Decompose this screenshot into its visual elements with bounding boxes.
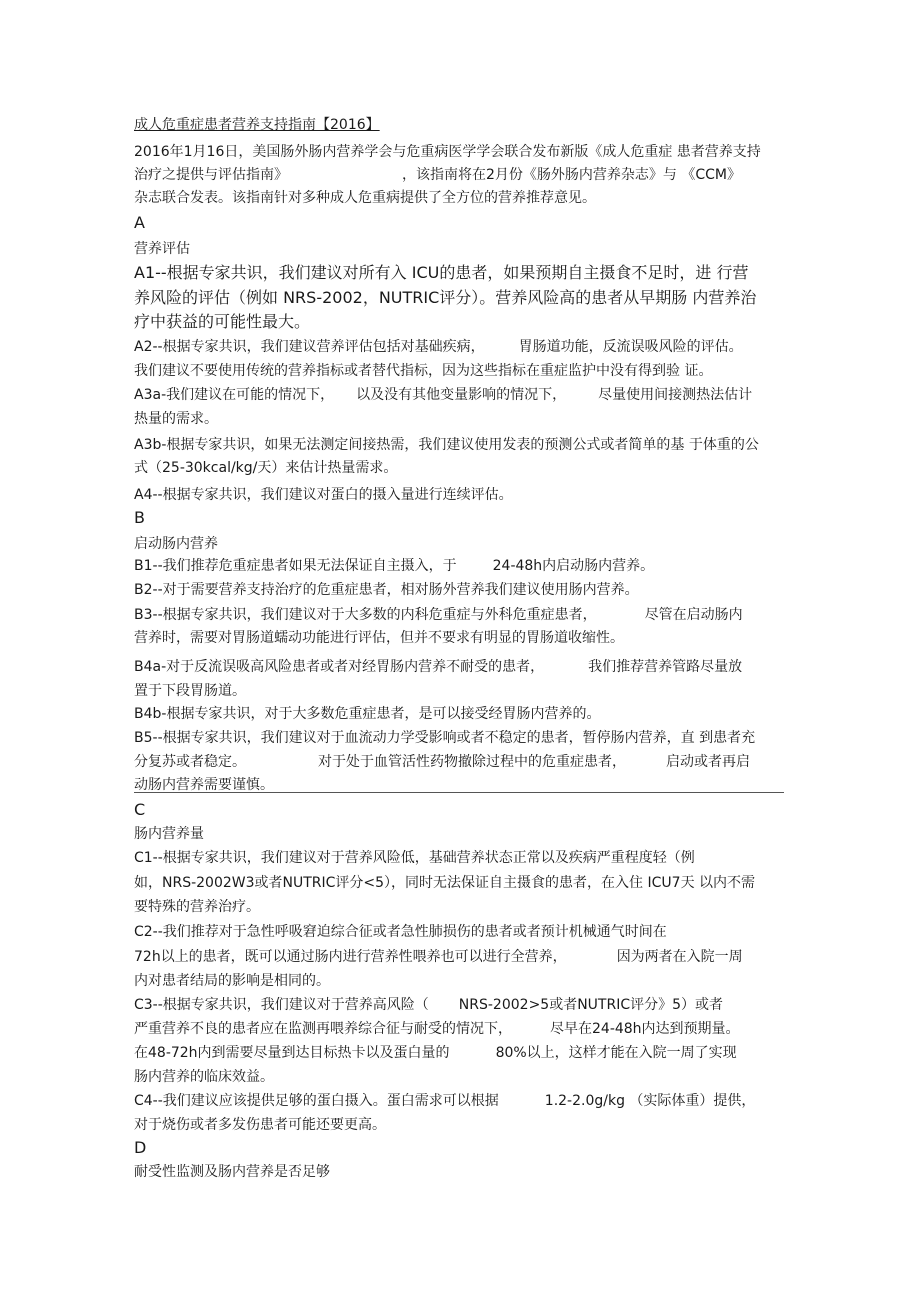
intro-line-2: 治疗之提供与评估指南》 ，该指南将在2月份《肠外肠内营养杂志》与 《CCM》 [134,167,741,183]
a1-line-2: 养风险的评估（例如 NRS-2002，NUTRIC评分）。营养风险高的患者从早期肠 内营养治 [134,288,757,307]
c3-line-2: 严重营养不良的患者应在监测再喂养综合征与耐受的情况下， 尽早在24-48h内达到预期量。 [134,1021,740,1037]
a2-line-1: A2--根据专家共识，我们建议营养评估包括对基础疾病， 胃肠道功能，反流误吸风险的评估。 [134,339,743,355]
section-divider [134,792,784,793]
intro-line-3: 杂志联合发表。该指南针对多种成人危重病提供了全方位的营养推荐意见。 [134,190,596,206]
c2-line-3: 内对患者结局的影响是相同的。 [134,973,330,989]
section-c-letter: C [134,800,146,819]
a3b-line-1: A3b-根据专家共识，如果无法测定间接热需，我们建议使用发表的预测公式或者简单的基 于体重的公 [134,437,759,453]
a1-line-3: 疗中获益的可能性最大。 [134,312,311,331]
doc-title: 成人危重症患者营养支持指南【2016】 [134,117,380,133]
b4b-line: B4b-根据专家共识，对于大多数危重症患者，是可以接受经胃肠内营养的。 [134,706,601,722]
c4-line-1: C4--我们建议应该提供足够的蛋白摄入。蛋白需求可以根据 1.2-2.0g/kg （实际体重）提供， [134,1093,756,1109]
c2-line-1: C2--我们推荐对于急性呼吸窘迫综合征或者急性肺损伤的患者或者预计机械通气时间在 [134,924,667,940]
a3b-line-2: 式（25-30kcal/kg/天）来估计热量需求。 [134,460,398,476]
section-c-heading: 肠内营养量 [134,826,204,842]
c3-line-1: C3--根据专家共识，我们建议对于营养高风险（ NRS-2002>5或者NUTRIC评分》5）或者 [134,997,724,1013]
b5-line-1: B5--根据专家共识，我们建议对于血流动力学受影响或者不稳定的患者，暂停肠内营养，直 到患者充 [134,730,756,746]
a2-line-2: 我们建议不要使用传统的营养指标或者替代指标，因为这些指标在重症监护中没有得到验 证。 [134,363,713,379]
b5-line-2: 分复苏或者稳定。 对于处于血管活性药物撤除过程中的危重症患者， 启动或者再启 [134,754,750,770]
section-a-letter: A [134,213,145,232]
c4-line-2: 对于烧伤或者多发伤患者可能还要更高。 [134,1117,386,1133]
a3a-line-1: A3a-我们建议在可能的情况下， 以及没有其他变量影响的情况下， 尽量使用间接测热法估计 [134,387,753,403]
b3-line-1: B3--根据专家共识，我们建议对于大多数的内科危重症与外科危重症患者， 尽管在启动肠内 [134,607,743,623]
intro-line-1: 2016年1月16日，美国肠外肠内营养学会与危重病医学学会联合发布新版《成人危重症 患者营养支持 [134,144,761,160]
c1-line-2: 如，NRS-2002W3或者NUTRIC评分<5），同时无法保证自主摄食的患者，在入住 ICU7天 以内不需 [134,875,756,891]
b1-line: B1--我们推荐危重症患者如果无法保证自主摄入，于 24-48h内启动肠内营养。 [134,558,655,574]
c1-line-1: C1--根据专家共识，我们建议对于营养风险低，基础营养状态正常以及疾病严重程度轻（例 [134,850,695,866]
b3-line-2: 营养时，需要对胃肠道蠕动功能进行评估，但并不要求有明显的胃肠道收缩性。 [134,630,624,646]
b4a-line-2: 置于下段胃肠道。 [134,683,246,699]
section-b-letter: B [134,508,145,527]
c2-line-2: 72h以上的患者，既可以通过肠内进行营养性喂养也可以进行全营养， 因为两者在入院一周 [134,949,743,965]
section-b-heading: 启动肠内营养 [134,536,218,552]
a3a-line-2: 热量的需求。 [134,411,218,427]
b4a-line-1: B4a-对于反流误吸高风险患者或者对经胃肠内营养不耐受的患者， 我们推荐营养管路尽量放 [134,659,743,675]
a1-line-1: A1--根据专家共识，我们建议对所有入 ICU的患者，如果预期自主摄食不足时，进 行营 [134,263,749,282]
section-d-letter: D [134,1138,147,1157]
section-d-heading: 耐受性监测及肠内营养是否足够 [134,1164,330,1180]
c3-line-4: 肠内营养的临床效益。 [134,1069,274,1085]
a4-line: A4--根据专家共识，我们建议对蛋白的摄入量进行连续评估。 [134,487,513,503]
c1-line-3: 要特殊的营养治疗。 [134,899,260,915]
b2-line: B2--对于需要营养支持治疗的危重症患者，相对肠外营养我们建议使用肠内营养。 [134,582,639,598]
c3-line-3: 在48-72h内到需要尽量到达目标热卡以及蛋白量的 80%以上，这样才能在入院一周了实现 [134,1045,737,1061]
b5-line-3: 动肠内营养需要谨慎。 [134,777,274,793]
section-a-heading: 营养评估 [134,241,190,257]
